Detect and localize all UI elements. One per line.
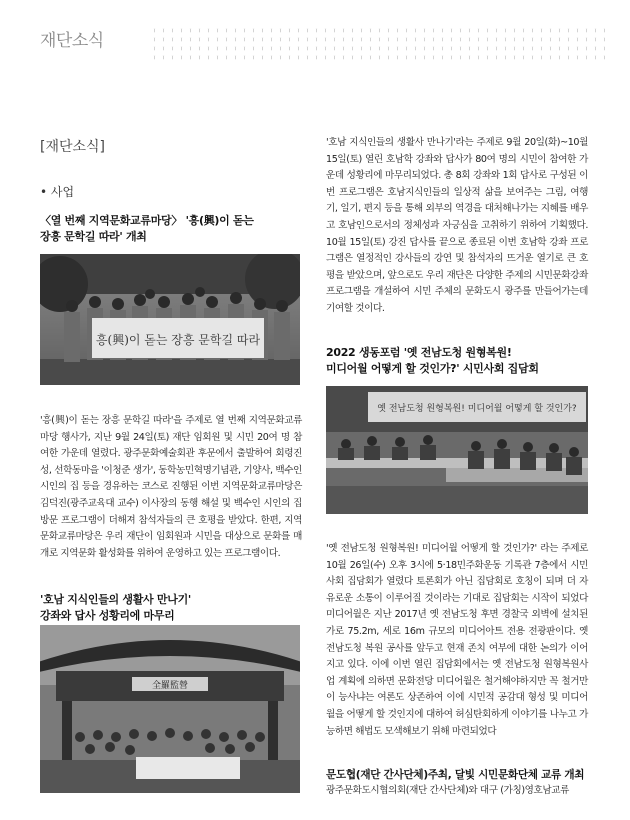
article-1-photo [40, 254, 300, 385]
article-2-title-line1: '호남 지식인들의 생활사 만나기' [40, 593, 191, 606]
article-2-title-line2: 강좌와 답사 성황리에 마무리 [40, 609, 175, 622]
article-3-body: '옛 전남도청 원형복원! 미디어월 어떻게 할 것인가?' 라는 주제로 10월 26일(수) 오후 3시에 5·18민주화운동 기록관 7층에서 시민사회 집담회가 열렸다 토론회가 아닌 집담회로 호칭이 되며 더 자유로운 소통이 이루어질 것이라는 기대로 집담회는 시작이 되었다 미디어월은 지난 2017년 옛 전남도청 후면 경찰국 외벽에 설치된 가로 75.2m, 세로 16m 규모의 미디어아트 전용 전광판이다. 옛 전남도청 복원 공사를 앞두고 현재 존치 여부에 대한 논의가 이어지고 있다. 이에 이번 열린 집담회에서는 옛 전남도청 원형복원사업 계획에 의하면 문화전당 미디어월은 철거해야하지만 꼭 철거만이 능사냐는 여론도 상존하여 이에 시민적 공감대 형성 및 미디어월을 어떻게 할 것인지에 대하여 허심탄회하게 이야기를 나누고 가능하면 해법도 모색해보기 위해 마련되었다 [326, 543, 588, 737]
article-2-title [40, 592, 302, 624]
plus-pattern-decoration [150, 26, 605, 60]
article-1-photo-banner: 흥(興)이 돋는 장흥 문학길 따라 [95, 333, 261, 347]
article-1-title [40, 213, 302, 245]
header-title: 재단소식 [40, 31, 104, 51]
article-2-body: '호남 지식인들의 생활사 만나기'라는 주제로 9월 20일(화)~10월 15일(토) 열린 호남학 강좌와 답사가 80여 명의 시민이 참여한 가운데 성황리에 마무리되었다. 총 8회 강좌와 1회 답사로 구성된 이번 프로그램은 호남지식인들의 일상적 삶을 보여주는 그림, 여행기, 일기, 편지 등을 통해 외부의 역경을 대처해나가는 지혜를 배우고 호남인으로서의 정체성과 자긍심을 고취하기 위하여 기획했다. 10월 15일(토) 강진 답사를 끝으로 종료된 이번 호남학 강좌 프로그램은 열정적인 강사들의 강연 및 참석자의 뜨거운 열기로 큰 호평을 받았으며, 앞으로도 우리 재단은 다양한 주제의 시민문화강좌 프로그램을 개설하여 시민 주체의 문화도시 광주를 만들어가는데 기여할 것이다. [326, 137, 588, 314]
article-1-body: '흥(興)이 돋는 장흥 문학길 따라'을 주제로 열 번째 지역문화교류마당 행사가, 지난 9월 24일(토) 재단 임회원 및 시민 20여 명 참여한 가운데 열렸다. 광주문화예술회관 후문에서 출발하여 회령진성, 선학동마을 '이청준 생가', 동학농민혁명기념관, 기양사, 백수인 시인의 집 등을 경유하는 코스로 진행된 이번 지역문화교류마당은 김덕진(광주교육대 교수) 이사장의 동행 해설 및 백수인 시인의 집 방문 프로그램이 더해져 참석자들의 큰 호평을 받았다. 한편, 지역문화교류마당은 우리 재단이 임회원과 시민을 대상으로 문화를 매개로 지역문화 활성화를 위하여 운영하고 있는 프로그램이다. [40, 415, 302, 559]
article-3-title-line1: 2022 생동포럼 '옛 전남도청 원형복원! [326, 346, 512, 359]
page-header [0, 0, 630, 70]
article-1-title-line1: 〈열 번째 지역문화교류마당〉 '흥(興)이 돋는 [40, 214, 254, 227]
article-4-title: 문도협(재단 간사단체)주최, 달빛 시민문화단체 교류 개최 [326, 769, 585, 781]
article-4-body: 광주문화도시협의회(재단 간사단체)와 대구 (가칭)영호남교류 [326, 785, 570, 796]
article-3-title [326, 345, 596, 377]
article-1-title-line2: 장흥 문학길 따라' 개최 [40, 230, 147, 243]
section-label: [재단소식] [40, 139, 106, 155]
bullet-heading: • 사업 [40, 185, 75, 199]
article-3-photo [326, 386, 588, 514]
article-3-title-line2: 미디어월 어떻게 할 것인가?' 시민사회 집담회 [326, 362, 539, 375]
article-3-photo-banner: 옛 전남도청 원형복원! 미디어월 어떻게 할 것인가? [377, 404, 577, 414]
article-2-photo [40, 625, 300, 793]
article-2-photo-sign: 全羅監營 [151, 681, 189, 691]
